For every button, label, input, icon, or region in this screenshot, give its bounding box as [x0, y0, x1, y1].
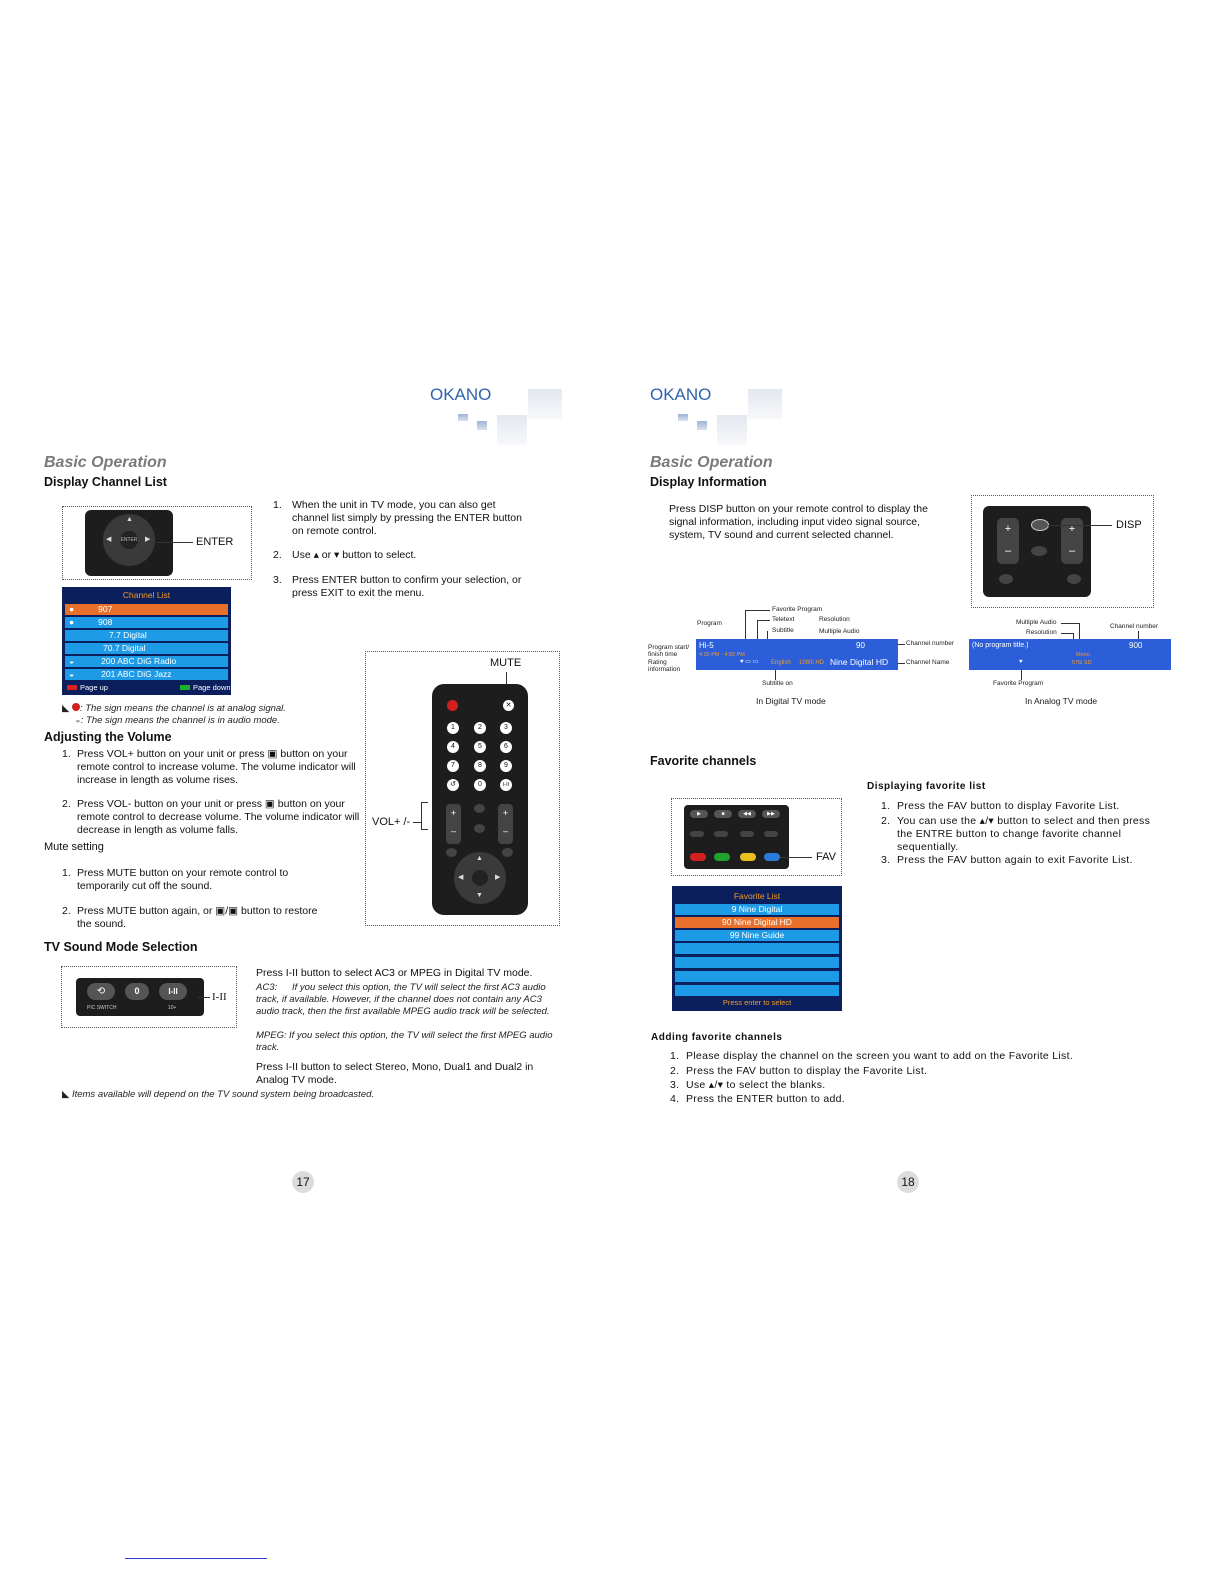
leader-analog-audio — [1061, 623, 1079, 624]
nav-right-icon: ▶ — [495, 874, 501, 881]
left-deco-1 — [528, 389, 562, 419]
bar-icons: ♥ ▭ ▭ — [740, 659, 759, 665]
leader-analog-fav — [1021, 670, 1022, 680]
favorite-list-screen — [672, 886, 842, 1011]
digital-caption: In Digital TV mode — [756, 696, 826, 706]
digital-info-bar — [696, 639, 898, 670]
analog-info-bar — [969, 639, 1171, 670]
bar-lang: English — [771, 660, 791, 666]
right-section-title: Basic Operation — [650, 454, 773, 471]
enter-leader-line — [151, 542, 193, 543]
audio-pill-button: I-II — [159, 983, 187, 1000]
return-button: ↺ — [447, 779, 459, 791]
favorite-title: Favorite channels — [650, 754, 757, 768]
footer-rule — [125, 1558, 267, 1559]
exit-button — [502, 848, 513, 857]
leader-favorite-h — [745, 610, 770, 611]
fav-remote-image — [684, 805, 789, 869]
audio-label: I-II — [212, 991, 227, 1003]
sound-line-2: Press I-II button to select Stereo, Mono, Dual1 and Dual2 in Analog TV mode. — [256, 1061, 534, 1086]
volume-title: Adjusting the Volume — [44, 730, 172, 744]
ch-rocker: + – — [498, 804, 513, 844]
channel-list-screen — [62, 587, 231, 695]
enter-center-button: ENTER — [120, 531, 138, 549]
favorite-row-empty[interactable] — [675, 985, 839, 996]
channel-step-3: 3. Press ENTER button to confirm your selection, or press EXIT to exit the menu. — [273, 574, 522, 599]
nav-down-icon: ▼ — [476, 892, 483, 899]
leader-analog-res — [1061, 633, 1073, 634]
displaying-favorite-heading: Displaying favorite list — [867, 781, 986, 792]
favorite-row[interactable]: 9 Nine Digital — [675, 904, 839, 915]
num-9: 9 — [500, 760, 512, 772]
nav-up-icon: ▲ — [476, 855, 483, 862]
volume-item-2: 2. Press VOL- button on your unit or press ▣ button on your remote control to decrease volume. The volume indicator will decrease in length as volume falls. — [62, 798, 360, 836]
channel-step-2: 2. Use ▴ or ▾ button to select. — [273, 549, 417, 561]
title-key — [714, 831, 728, 837]
fav-remote-frame — [671, 798, 842, 876]
channel-row[interactable]: ◒ 201 ABC DiG Jazz — [65, 669, 228, 680]
sound-remote-frame — [61, 966, 237, 1028]
stop-key: ■ — [714, 810, 732, 818]
display-info-text: Press DISP button on your remote control to display the signal information, including input video signal source, system, TV sound and current selected channel. — [669, 503, 928, 541]
analog-bar-res: 576i SD — [1072, 660, 1092, 666]
analog-icon: ● — [69, 617, 75, 627]
disp-vol-rocker: + – — [997, 518, 1019, 564]
power-button — [447, 700, 458, 711]
forward-key: ▶▶ — [762, 810, 780, 818]
vol-label: VOL+ /- — [372, 816, 411, 828]
mute-heading: Mute setting — [44, 841, 104, 853]
exit-key — [1067, 574, 1081, 584]
sound-remote-image — [76, 978, 204, 1016]
lbl-program: Program — [697, 620, 722, 627]
repeat-key — [740, 831, 754, 837]
mpeg-text: If you select this option, the TV will select the first MPEG audio track. — [256, 1030, 553, 1053]
right-deco-4 — [697, 421, 707, 430]
leader-subtitle-on — [775, 670, 776, 680]
num-2: 2 — [474, 722, 486, 734]
channel-list-title: Channel List — [65, 590, 228, 601]
lbl-multiple-audio: Multiple Audio — [819, 628, 860, 635]
disp-key — [1031, 519, 1049, 531]
bar-number: 90 — [856, 641, 865, 650]
up-arrow-icon: ▲ — [126, 516, 133, 523]
pic-switch-caption: PIC SWITCH — [87, 1005, 117, 1011]
red-epg-key — [690, 853, 706, 861]
zero-pill-button: 0 — [125, 983, 149, 1000]
dpad-ring — [103, 514, 155, 566]
analog-bar-number: 900 — [1129, 641, 1143, 650]
ten-plus-caption: 10+ — [168, 1005, 177, 1011]
disp-ch-rocker: + – — [1061, 518, 1083, 564]
left-section-title: Basic Operation — [44, 454, 167, 471]
lbl-subtitle-on: Subtitle on — [762, 680, 793, 687]
yellow-key — [740, 853, 756, 861]
lbl-resolution: Resolution — [819, 616, 850, 623]
mute-item-2: 2. Press MUTE button again, or ▣/▣ button to restore the sound. — [62, 905, 318, 930]
lbl-analog-multi-audio: Multiple Audio — [1016, 619, 1057, 626]
green-key — [714, 853, 730, 861]
disp-remote-frame — [971, 495, 1154, 608]
channel-row[interactable]: ● 907 — [65, 604, 228, 615]
leader-analog-audio-v — [1079, 623, 1080, 639]
favorite-row[interactable]: 99 Nine Guide — [675, 930, 839, 941]
enter-label: ENTER — [196, 536, 234, 548]
favorite-row[interactable]: 90 Nine Digital HD — [675, 917, 839, 928]
fav-display-2: 2. You can use the ▴/▾ button to select and then press the ENTRE button to change favorite channel sequentially. — [881, 815, 1151, 853]
num-6: 6 — [500, 741, 512, 753]
mute-button: ✕ — [503, 700, 514, 711]
audio-icon: ◒ — [69, 656, 75, 666]
analog-fav-icon: ♥ — [1019, 659, 1023, 665]
ac3-key: AC3: — [256, 982, 278, 993]
fav-display-1: 1. Press the FAV button to display Favorite List. — [881, 800, 1120, 812]
red-key-icon — [67, 685, 77, 690]
channel-row[interactable]: ◒ 200 ABC DiG Radio — [65, 656, 228, 667]
lbl-rating: Rating information — [648, 659, 681, 673]
nav-left-icon: ◀ — [458, 874, 464, 881]
disp-remote-image — [983, 506, 1091, 597]
fav-add-1: 1. Please display the channel on the screen you want to add on the Favorite List. — [670, 1050, 1074, 1062]
sleep-button — [474, 824, 485, 833]
left-arrow-icon: ◀ — [106, 536, 112, 543]
audio-leader-line — [198, 997, 210, 998]
page-down-hint: Page down — [180, 683, 231, 692]
right-deco-2 — [678, 414, 688, 421]
favorite-list-footer: Press enter to select — [722, 998, 792, 1007]
fav-add-3: 3. Use ▴/▾ to select the blanks. — [670, 1079, 826, 1091]
play-key: ▶ — [690, 810, 708, 818]
full-remote-frame — [365, 651, 560, 926]
channel-step-1: 1. When the unit in TV mode, you can also get channel list simply by pressing the ENTER button on remote control. — [273, 499, 522, 537]
lbl-program-time: Program start/ finish time — [648, 644, 690, 658]
favorite-list-title: Favorite List — [675, 891, 839, 902]
ac3-text: If you select this option, the TV will select the first AC3 audio track, if available. However, if the channel does not contain any AC3 audio track, then the first available MPEG audio track will be selected. — [256, 982, 550, 1017]
mpeg-key: MPEG: — [256, 1030, 287, 1041]
lbl-subtitle: Subtitle — [772, 627, 794, 634]
num-5: 5 — [474, 741, 486, 753]
favorite-row-empty[interactable] — [675, 971, 839, 982]
audio-icon: ◒ — [69, 669, 75, 679]
analog-caption: In Analog TV mode — [1025, 696, 1098, 706]
sleep-key — [1031, 546, 1047, 556]
right-page-number: 18 — [897, 1171, 919, 1193]
rewind-key: ◀◀ — [738, 810, 756, 818]
sound-line-1: Press I-II button to select AC3 or MPEG in Digital TV mode. — [256, 967, 533, 979]
favorite-row-empty[interactable] — [675, 943, 839, 954]
setup-key — [690, 831, 704, 837]
volume-item-1: 1. Press VOL+ button on your unit or press ▣ button on your remote control to increase volume. The volume indicator will increase in length as volume rises. — [62, 748, 356, 786]
sound-note: ◣ Items available will depend on the TV sound system being broadcasted. — [62, 1089, 375, 1100]
num-7: 7 — [447, 760, 459, 772]
vol-bracket — [421, 802, 428, 830]
analog-note: ◣ : The sign means the channel is at analog signal. — [62, 703, 286, 714]
leader-analog-number — [1138, 631, 1139, 639]
bar-res: 1080i HD — [799, 660, 825, 666]
lbl-channel-number: Channel number — [906, 640, 955, 647]
menu-button — [446, 848, 457, 857]
right-deco-1 — [748, 389, 782, 419]
vol-leader-line — [413, 822, 421, 823]
audio-sign-icon: ◒ — [75, 715, 81, 726]
enter-remote-frame — [62, 506, 252, 580]
full-remote-image — [432, 684, 528, 915]
bar-name: Nine Digital HD — [830, 657, 889, 667]
lbl-favorite-program: Favorite Program — [772, 606, 823, 613]
bar-program: Hi-5 — [699, 641, 714, 650]
lbl-channel-name: Channel Name — [906, 659, 950, 666]
adding-favorite-heading: Adding favorite channels — [651, 1032, 783, 1043]
audio-note: ◒: The sign means the channel is in audio mode. — [75, 715, 280, 726]
sound-mode-title: TV Sound Mode Selection — [44, 940, 198, 954]
fav-display-3: 3. Press the FAV button again to exit Favorite List. — [881, 854, 1133, 866]
left-brand-logo: OKANO — [430, 385, 492, 404]
left-page-number: 17 — [292, 1171, 314, 1193]
right-arrow-icon: ▶ — [145, 536, 151, 543]
disp-button — [474, 804, 485, 813]
vol-rocker: + – — [446, 804, 461, 844]
favorite-row-empty[interactable] — [675, 957, 839, 968]
right-deco-3 — [717, 415, 747, 445]
fav-add-4: 4. Press the ENTER button to add. — [670, 1093, 845, 1105]
analog-bar-title: (No program title.) — [972, 642, 1029, 649]
lbl-teletext: Teletext — [772, 616, 795, 623]
menu-key — [999, 574, 1013, 584]
nav-ring — [454, 852, 506, 904]
channel-row[interactable]: 7.7 Digital — [65, 630, 228, 641]
num-3: 3 — [500, 722, 512, 734]
num-4: 4 — [447, 741, 459, 753]
leader-teletext-h — [757, 620, 770, 621]
mute-item-1: 1. Press MUTE button on your remote control to temporarily cut off the sound. — [62, 867, 289, 892]
enter-remote-image — [85, 510, 173, 576]
green-key-icon — [180, 685, 190, 690]
bar-time: 4:30 PM - 4:55 PM — [699, 652, 745, 658]
display-channel-list-title: Display Channel List — [44, 475, 167, 489]
note-arrow-icon: ◣ — [62, 1089, 70, 1100]
blue-fav-key — [764, 853, 780, 861]
lbl-analog-favorite: Favorite Program — [993, 680, 1044, 687]
left-deco-4 — [477, 421, 487, 430]
num-1: 1 — [447, 722, 459, 734]
fav-leader-line — [780, 857, 812, 858]
channel-row[interactable]: 70.7 Digital — [65, 643, 228, 654]
fav-label: FAV — [816, 851, 836, 863]
return-pill-button: ⟲ — [87, 983, 115, 1000]
analog-icon: ● — [69, 604, 75, 614]
channel-row[interactable]: ● 908 — [65, 617, 228, 628]
num-8: 8 — [474, 760, 486, 772]
display-info-title: Display Information — [650, 475, 767, 489]
analog-bar-mono: Mono — [1076, 652, 1090, 658]
num-0: 0 — [474, 779, 486, 791]
note-arrow-icon: ◣ — [62, 703, 70, 714]
mute-label: MUTE — [490, 657, 522, 669]
left-deco-2 — [458, 414, 468, 421]
analog-sign-icon — [72, 703, 80, 711]
page-up-hint: Page up — [67, 683, 108, 692]
disp-leader-line — [1048, 525, 1112, 526]
lbl-analog-channel-number: Channel number — [1110, 623, 1159, 630]
ab-key — [764, 831, 778, 837]
left-deco-3 — [497, 415, 527, 445]
lbl-analog-resolution: Resolution — [1026, 629, 1057, 636]
audio-button: I-II — [500, 779, 512, 791]
nav-enter-button — [472, 870, 488, 886]
right-brand-logo: OKANO — [650, 385, 712, 404]
disp-label: DISP — [1116, 519, 1142, 531]
fav-add-2: 2. Press the FAV button to display the Favorite List. — [670, 1065, 928, 1077]
